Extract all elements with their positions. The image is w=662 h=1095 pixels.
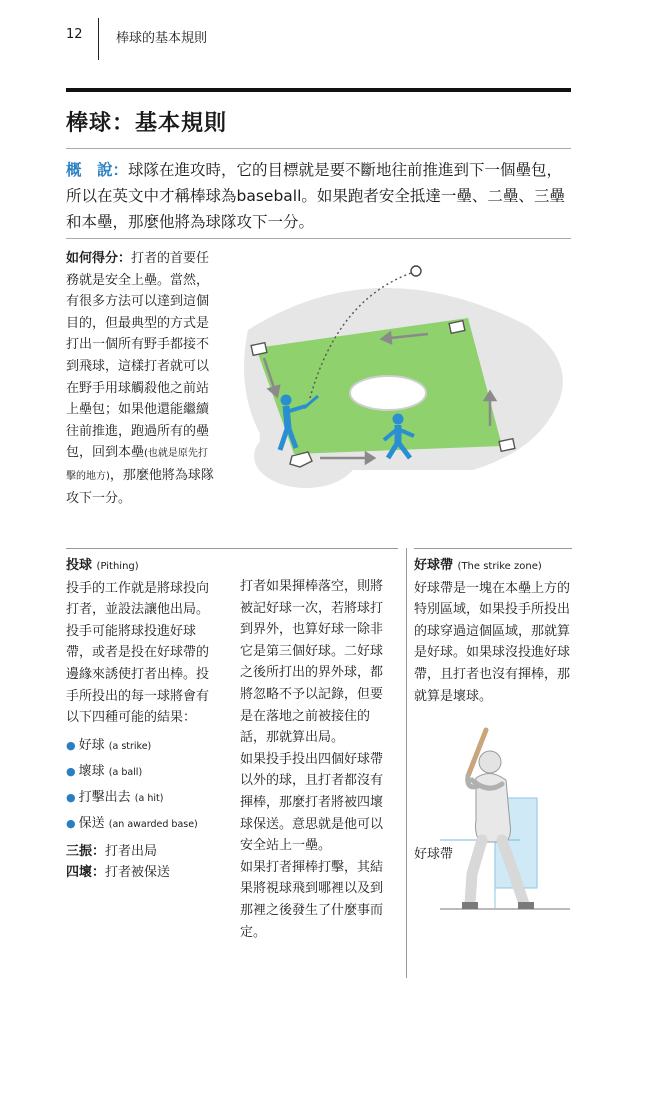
definition-term: 三振： [66,843,106,859]
outcome-zh: 好球 [78,737,105,753]
pitchers-mound [350,376,426,410]
helmet-icon [479,751,501,773]
outcome-en: (an awarded base) [108,818,198,830]
pitching-definitions [66,841,216,884]
second-base [449,321,465,334]
intro-lead: 概 說： [66,161,129,179]
third-base [251,343,267,356]
strike-zone-heading-en: (The strike zone) [457,561,542,572]
bullet-icon: ● [66,790,76,804]
definition-text: 打者被保送 [105,865,171,881]
pitching-column-continued [240,576,387,943]
scoring-text-2: ，那麼他將為球隊攻下一分。 [66,467,214,506]
bullet-icon: ● [66,764,76,778]
bullet-icon: ● [66,816,76,830]
strike-zone-heading-zh: 好球帶 [414,558,454,573]
intro-text: 球隊在進攻時，它的目標就是要不斷地往前推進到下一個壘包，所以在英文中才稱棒球為baseball。如果跑者安全抵達一壘、二壘、三壘和本壘，那麼他將為球隊攻下一分。 [66,161,565,231]
strike-zone-figure-label: 好球帶 [414,847,454,862]
pitch-outcomes-list [66,733,216,837]
running-title: 棒球的基本規則 [116,31,208,46]
intro-rule-bottom [66,238,571,239]
strike-zone-column-rule [414,548,572,549]
strike-zone-column [414,555,572,707]
ball-icon [411,266,421,276]
swing-miss-paragraph: 打者如果揮棒落空，則將被記好球一次，若將球打到界外，也算好球一除非它是第三個好球。二好球之後所打出的界外球，都將忽略不予以記錄，但要是在落地之前被接住的話，那就算出局。 [240,579,384,746]
pitching-heading [66,555,216,578]
outcome-en: (a strike) [108,740,152,752]
hit-paragraph: 如果打者揮棒打擊，其結果將視球飛到哪裡以及到那裡之後發生了什麼事而定。 [240,859,384,940]
outcome-en: (a ball) [108,766,143,778]
definition-text: 打者出局 [105,843,158,859]
page-number: 12 [66,27,83,42]
scoring-text-1: 打者的首要任務就是安全上壘。當然，有很多方法可以達到這個目的，但最典型的方式是打出一個所有野手都接不到飛球，這樣打者就可以在野手用球觸殺他之前站上壘包；如果他還能繼續往前推進，跑過所有的壘包，回到本壘 [66,251,210,461]
walk-paragraph: 如果投手投出四個好球帶以外的球，且打者都沒有揮棒，那麼打者將被四壞球保送。意思就是他可以安全站上一壘。 [240,751,384,854]
batter-strike-zone-illustration [440,724,575,914]
pitching-column [66,555,216,884]
pitching-heading-zh: 投球 [66,558,93,573]
pitching-column-rule [66,548,398,549]
page-title: 棒球：基本規則 [66,111,228,136]
strike-zone-paragraph: 好球帶是一塊在本壘上方的特別區域，如果投手所投出的球穿過這個區域，那就算是好球。如果球沒投進好球帶，且打者也沒有揮棒，那就算是壞球。 [414,580,571,704]
outcome-zh: 保送 [78,815,105,831]
list-item [66,811,216,837]
definition-term: 四壞： [66,865,106,881]
title-rule [66,88,571,92]
definition-row [66,862,216,884]
pitching-heading-en: (Pithing) [96,561,139,572]
definition-row [66,841,216,863]
strike-zone-heading [414,555,572,578]
scoring-paragraph [66,248,216,509]
right-shoe [518,902,534,909]
intro-paragraph [66,157,572,235]
list-item [66,759,216,785]
list-item [66,733,216,759]
header-divider [98,18,99,60]
outcome-en: (a hit) [134,792,164,804]
scoring-note: (也就是原先打擊的地方) [66,448,208,482]
outcome-zh: 打擊出去 [78,789,131,805]
column-separator [406,548,407,978]
list-item [66,785,216,811]
scoring-label: 如何得分： [66,251,132,266]
bullet-icon: ● [66,738,76,752]
outcome-zh: 壞球 [78,763,105,779]
intro-rule-top [66,148,571,149]
first-base [499,439,515,452]
left-shoe [462,902,478,909]
pitching-paragraph: 投手的工作就是將球投向打者，並設法讓他出局。投手可能將球投進好球帶，或者是投在好球帶的邊緣來誘使打者出棒。投手所投出的每一球將會有以下四種可能的結果： [66,580,210,726]
baseball-field-illustration [228,258,573,498]
